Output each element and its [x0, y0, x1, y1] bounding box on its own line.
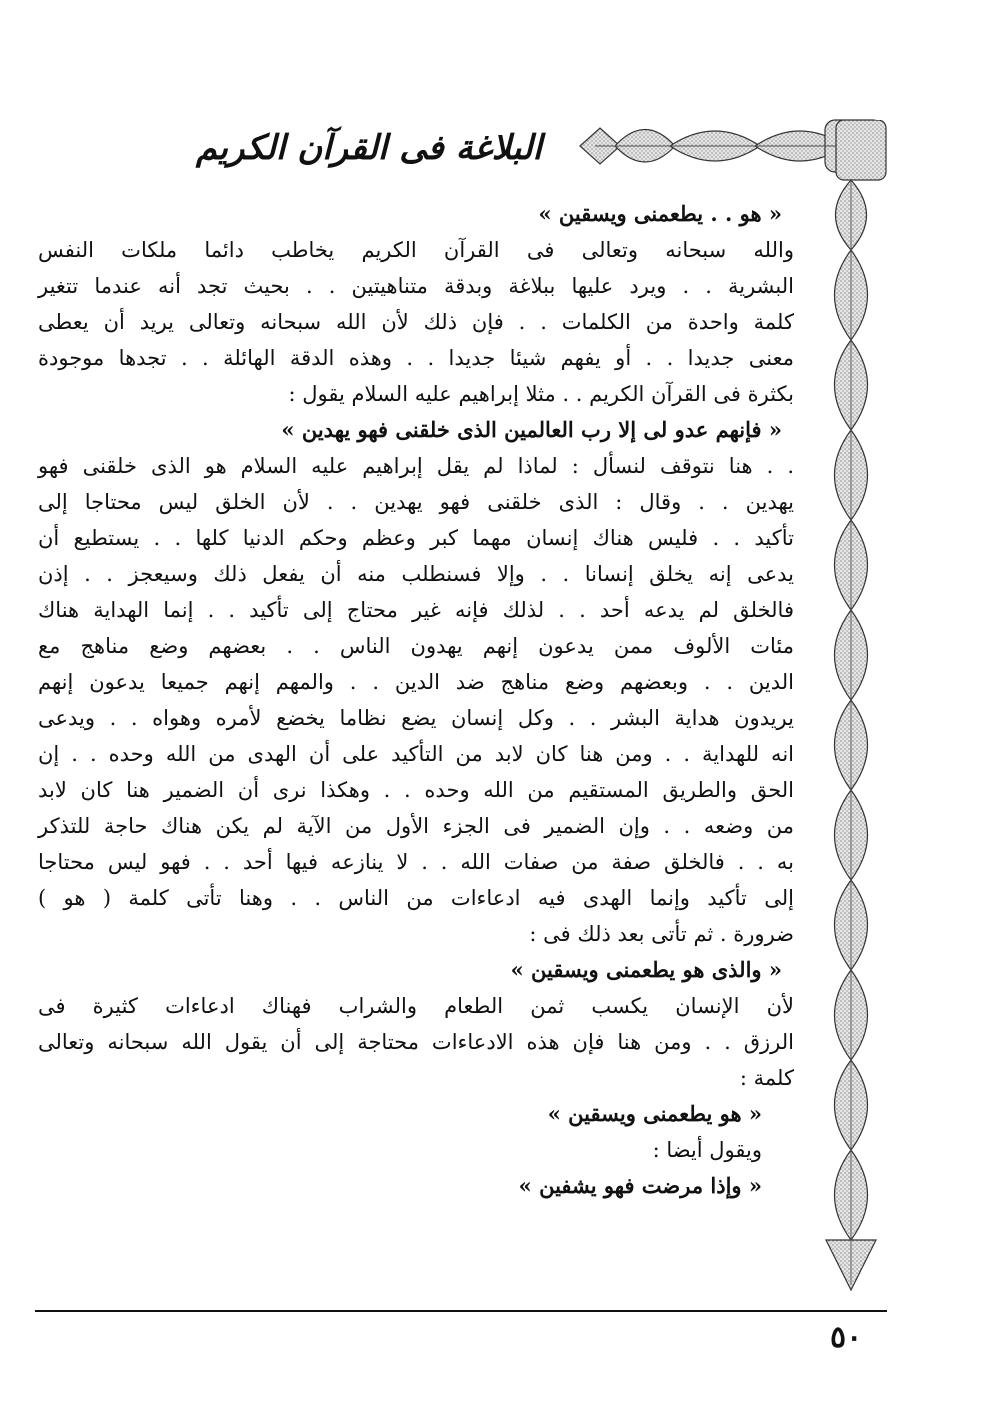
body-line: مئات الألوف ممن يدعون إنهم يهدون الناس . . بعضهم وضع مناهج مع — [38, 634, 794, 658]
body-line: ضرورة . ثم تأتى بعد ذلك فى : — [529, 922, 794, 946]
body-line: الحق والطريق المستقيم من الله وحده . . وهكذا نرى أن الضمير هنا كان لابد — [38, 778, 794, 802]
body-line: الدين . . وبعضهم وضع مناهج ضد الدين . . والمهم إنهم جميعا يدعون إنهم — [38, 670, 794, 694]
body-line: فالخلق لم يدعه أحد . . لذلك فإنه غير محتاج إلى تأكيد . . إنما الهداية هناك — [38, 598, 794, 622]
body-line: معنى جديدا . . أو يفهم شيئا جديدا . . وهذه الدقة الهائلة . . تجدها موجودة — [38, 346, 794, 370]
body-line: من وضعه . . وإن الضمير فى الجزء الأول من الآية لم يكن هناك حاجة للتذكر — [38, 814, 794, 838]
body-line: . . هنا نتوقف لنسأل : لماذا لم يقل إبراهيم عليه السلام هو الذى خلقنى فهو — [38, 454, 794, 478]
body-line: لأن الإنسان يكسب ثمن الطعام والشراب فهناك ادعاءات كثيرة فى — [38, 994, 794, 1018]
page-number: ٥٠ — [830, 1320, 863, 1355]
body-line: كلمة واحدة من الكلمات . . فإن ذلك لأن الله سبحانه وتعالى يريد أن يعطى — [38, 310, 794, 334]
body-line: يدعى إنه يخلق إنسانا . . وإلا فسنطلب منه أن يفعل ذلك وسيعجز . . إذن — [38, 562, 794, 586]
footer-divider — [35, 1310, 887, 1312]
quote-line: « هو يطعمنى ويسقين » — [547, 1101, 762, 1126]
quote-line: « فإنهم عدو لى إلا رب العالمين الذى خلقنى فهو يهدين » — [281, 417, 782, 442]
body-line: والله سبحانه وتعالى فى القرآن الكريم يخاطب دائما ملكات النفس — [38, 238, 794, 262]
quote-line: « وإذا مرضت فهو يشفين » — [518, 1173, 762, 1198]
page-title: البلاغة فى القرآن الكريم — [195, 128, 542, 168]
body-line: البشرية . . ويرد عليها ببلاغة وبدقة متناهيتين . . بحيث تجد أنه عندما تتغير — [38, 274, 794, 298]
body-line: إلى تأكيد وإنما الهدى فيه ادعاءات من الناس . . وهنا تأتى كلمة ( هو ) — [38, 886, 794, 910]
body-line: ويقول أيضا : — [652, 1138, 762, 1162]
body-text — [38, 196, 794, 1204]
ornamental-border-right — [812, 120, 890, 1295]
body-line: كلمة : — [739, 1066, 794, 1090]
body-line: الرزق . . ومن هنا فإن هذه الادعاءات محتاجة إلى أن يقول الله سبحانه وتعالى — [38, 1030, 794, 1054]
body-line: به . . فالخلق صفة من صفات الله . . لا ينازعه فيها أحد . . فهو ليس محتاجا — [38, 850, 794, 874]
quote-line: « هو . . يطعمنى ويسقين » — [538, 201, 782, 226]
body-line: تأكيد . . فليس هناك إنسان مهما كبر وعظم وحكم الدنيا كلها . . يستطيع أن — [38, 526, 794, 550]
body-line: يهدين . . وقال : الذى خلقنى فهو يهدين . . لأن الخلق ليس محتاجا إلى — [38, 490, 794, 514]
body-line: بكثرة فى القرآن الكريم . . مثلا إبراهيم عليه السلام يقول : — [288, 382, 794, 406]
quote-line: « والذى هو يطعمنى ويسقين » — [510, 957, 782, 982]
body-line: انه للهداية . . ومن هنا كان لابد من التأكيد على أن الهدى من الله وحده . . إن — [38, 742, 794, 766]
body-line: يريدون هداية البشر . . وكل إنسان يضع نظاما يخضع لأمره وهواه . . ويدعى — [38, 706, 794, 730]
